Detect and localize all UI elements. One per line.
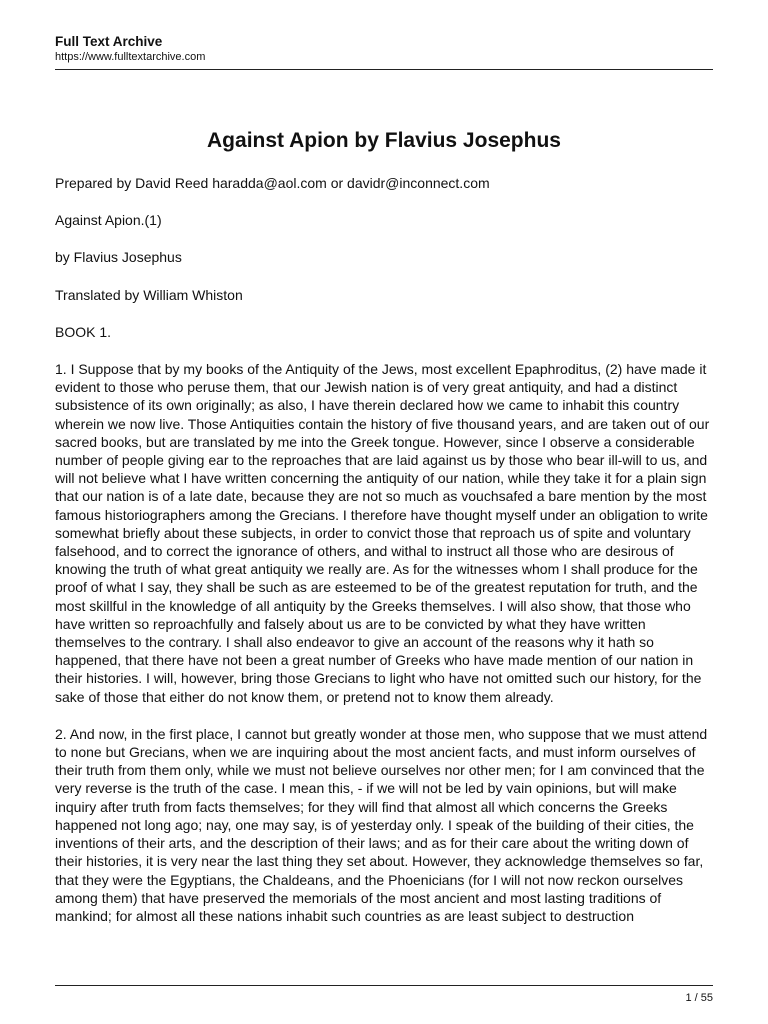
page-number: 1 / 55 (685, 992, 713, 1004)
page-header (55, 34, 713, 64)
document-body (55, 174, 715, 944)
paragraph: 1. I Suppose that by my books of the Antiquity of the Jews, most excellent Epaphroditus, (2) have made it evident to those who peruse them, that our Jewish nation is of very great antiquity, and had a distinct subsistence of its own originally; as also, I have therein declared how we came to inhabit this country wherein we now live. Those Antiquities contain the history of five thousand years, and are taken out of our sacred books, but are translated by me into the Greek tongue. However, since I observe a considerable number of people giving ear to the reproaches that are laid against us by those who bear ill-will to us, and will not believe what I have written concerning the antiquity of our nation, while they take it for a plain sign that our nation is of a late date, because they are not so much as vouchsafed a bare mention by the most famous historiographers among the Grecians. I therefore have thought myself under an obligation to write somewhat briefly about these subjects, in order to convict those that reproach us of spite and voluntary falsehood, and to correct the ignorance of others, and withal to instruct all those who are desirous of knowing the truth of what great antiquity we really are. As for the witnesses whom I shall produce for the proof of what I say, they shall be such as are esteemed to be of the greatest reputation for truth, and the most skillful in the knowledge of all antiquity by the Greeks themselves. I will also show, that those who have written so reproachfully and falsely about us are to be convicted by what they have written themselves to the contrary. I shall also endeavor to give an account of the reasons why it hath so happened, that there have not been a great number of Greeks who have made mention of our nation in their histories. I will, however, bring those Grecians to light who have not omitted such our history, for the sake of those that either do not know them, or pretend not to know them already. (55, 361, 710, 705)
document-title: Against Apion by Flavius Josephus (207, 129, 561, 152)
site-url[interactable]: https://www.fulltextarchive.com (55, 51, 206, 63)
author-line: by Flavius Josephus (55, 249, 182, 266)
translator-line: Translated by William Whiston (55, 286, 243, 303)
prepared-by-line: Prepared by David Reed haradda@aol.com or davidr@inconnect.com (55, 175, 490, 191)
site-name: Full Text Archive (55, 34, 163, 49)
paragraph: 2. And now, in the first place, I cannot but greatly wonder at those men, who suppose that we must attend to none but Grecians, when we are inquiring about the most ancient facts, and must inform ourselves of their truth from them only, while we must not believe ourselves nor other men; for I am convinced that the very reverse is the truth of the case. I mean this, - if we will not be led by vain opinions, but will make inquiry after truth from facts themselves; for they will find that almost all which concerns the Greeks happened not long ago; nay, one may say, is of yesterday only. I speak of the building of their cities, the inventions of their arts, and the description of their laws; and as for their care about the writing down of their histories, it is very near the last thing they set about. However, they acknowledge themselves so far, that they were the Egyptians, the Chaldeans, and the Phoenicians (for I will not now reckon ourselves among them) that have preserved the memorials of the most ancient and most lasting traditions of mankind; for almost all these nations inhabit such countries as are least subject to destruction (55, 725, 708, 924)
footer-divider (55, 985, 713, 986)
book-heading: BOOK 1. (55, 323, 112, 340)
header-divider (55, 69, 713, 70)
work-title: Against Apion.(1) (55, 212, 162, 229)
